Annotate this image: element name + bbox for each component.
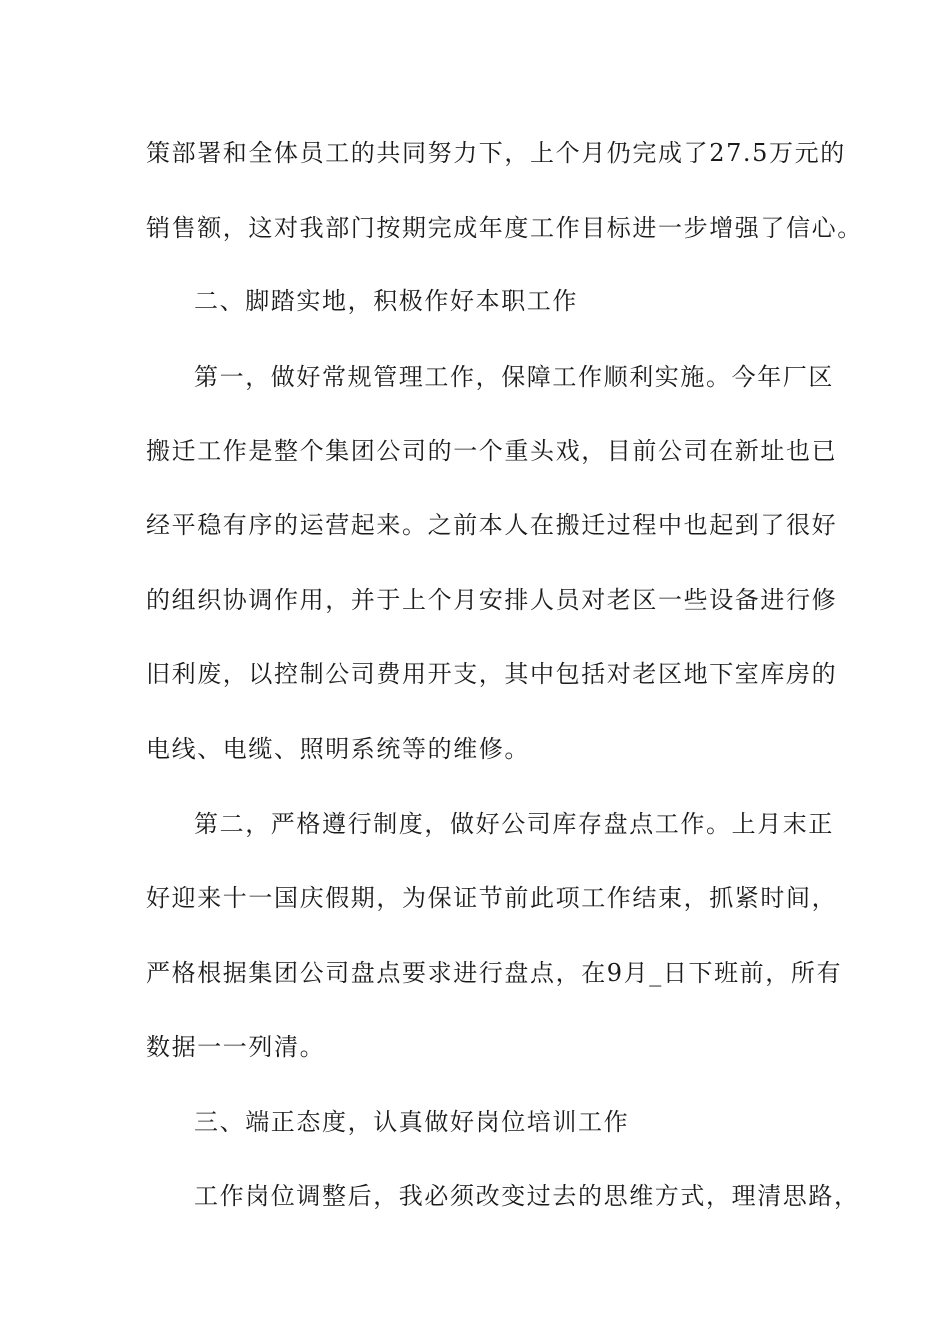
paragraph-1-line-3: 经平稳有序的运营起来。之前本人在搬迁过程中也起到了很好 <box>146 511 838 539</box>
section-heading-3: 三、端正态度，认真做好岗位培训工作 <box>194 1108 630 1136</box>
text-line-1: 策部署和全体员工的共同努力下，上个月仍完成了27.5万元的 <box>146 139 846 167</box>
paragraph-2-line-4: 数据一一列清。 <box>146 1033 326 1061</box>
paragraph-2-line-3: 严格根据集团公司盘点要求进行盘点，在9月_日下班前，所有 <box>146 959 843 987</box>
paragraph-1-line-6: 电线、电缆、照明系统等的维修。 <box>146 735 530 763</box>
paragraph-1-line-2: 搬迁工作是整个集团公司的一个重头戏，目前公司在新址也已 <box>146 437 838 465</box>
paragraph-2-line-1: 第二，严格遵行制度，做好公司库存盘点工作。上月末正 <box>194 810 834 838</box>
paragraph-3-line-1: 工作岗位调整后，我必须改变过去的思维方式，理清思路， <box>194 1182 860 1210</box>
paragraph-1-line-5: 旧利废，以控制公司费用开支，其中包括对老区地下室库房的 <box>146 660 838 688</box>
paragraph-1-line-1: 第一，做好常规管理工作，保障工作顺利实施。今年厂区 <box>194 363 834 391</box>
section-heading-2: 二、脚踏实地，积极作好本职工作 <box>194 287 578 315</box>
text-line-2: 销售额，这对我部门按期完成年度工作目标进一步增强了信心。 <box>146 214 863 242</box>
paragraph-1-line-4: 的组织协调作用，并于上个月安排人员对老区一些设备进行修 <box>146 586 838 614</box>
paragraph-2-line-2: 好迎来十一国庆假期，为保证节前此项工作结束，抓紧时间， <box>146 884 838 912</box>
